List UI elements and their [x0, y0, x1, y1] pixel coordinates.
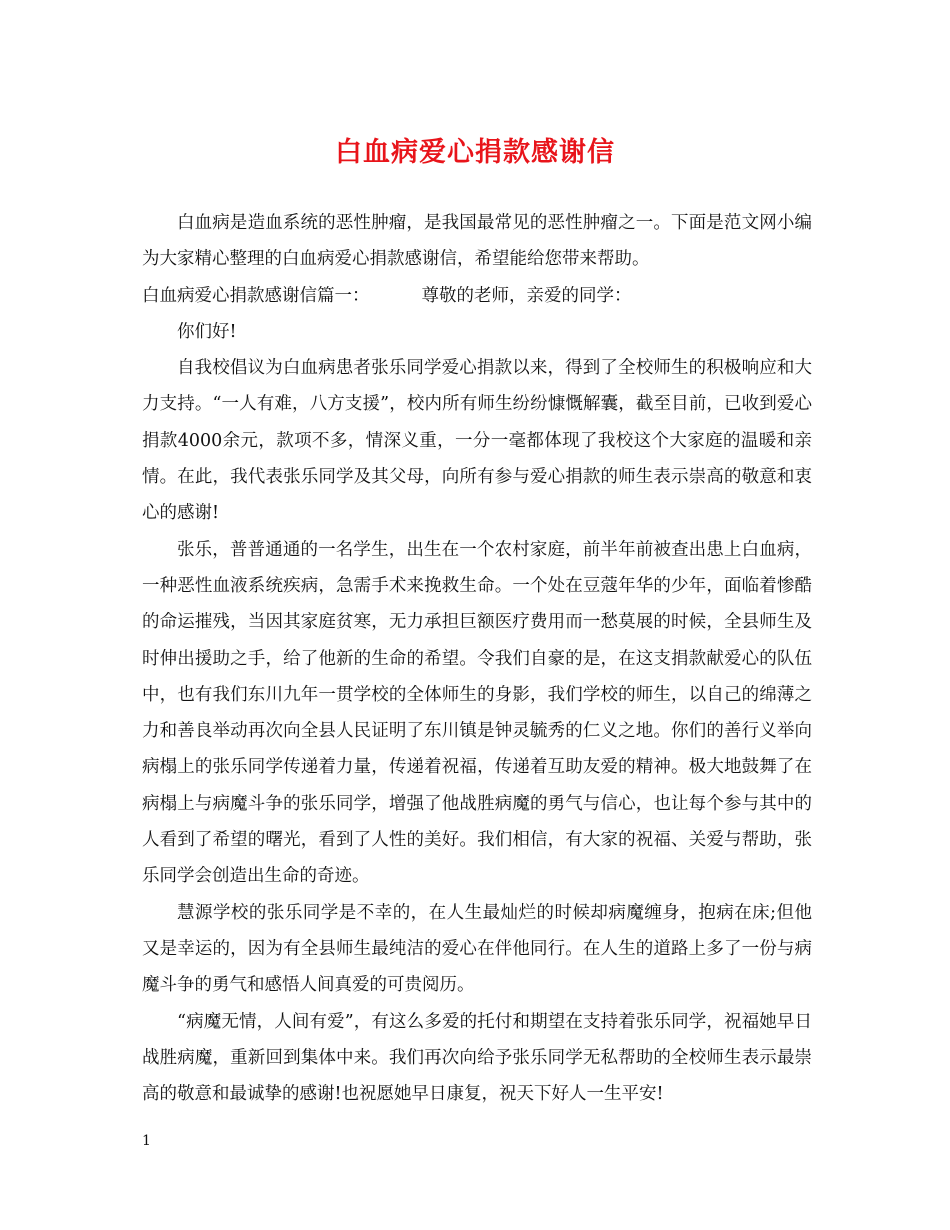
document-title: 白血病爱心捐款感谢信: [335, 137, 615, 168]
salutation: 尊敬的老师，亲爱的同学：: [421, 285, 632, 306]
greeting: 你们好!: [177, 321, 237, 342]
section-label: 白血病爱心捐款感谢信篇一：: [142, 285, 370, 306]
body-paragraph-4: “病魔无情，人间有爱”，有这么多爱的托付和期望在支持着张乐同学，祝福她早日战胜病魔，重新回到集体中来。我们再次向给予张乐同学无私帮助的全校师生表示最崇高的敬意和最诚挚的感谢!也祝愿她早日康复，祝天下好人一生平安!: [142, 1011, 812, 1105]
intro-paragraph: 白血病是造血系统的恶性肿瘤，是我国最常见的恶性肿瘤之一。下面是范文网小编为大家精心整理的白血病爱心捐款感谢信，希望能给您带来帮助。: [142, 213, 812, 270]
body-paragraph-1: 自我校倡议为白血病患者张乐同学爱心捐款以来，得到了全校师生的积极响应和大力支持。“一人有难，八方支援”，校内所有师生纷纷慷慨解囊，截至目前，已收到爱心捐款4000余元，款项不多，情深义重，一分一毫都体现了我校这个大家庭的温暖和亲情。在此，我代表张乐同学及其父母，向所有参与爱心捐款的师生表示崇高的敬意和衷心的感谢!: [142, 358, 812, 524]
body-paragraph-3: 慧源学校的张乐同学是不幸的，在人生最灿烂的时候却病魔缠身，抱病在床;但他又是幸运的，因为有全县师生最纯洁的爱心在伴他同行。在人生的道路上多了一份与病魔斗争的勇气和感悟人间真爱的可贵阅历。: [142, 902, 812, 996]
page-number: 1: [142, 1133, 151, 1149]
body-paragraph-2: 张乐，普普通通的一名学生，出生在一个农村家庭，前半年前被查出患上白血病，一种恶性血液系统疾病，急需手术来挽救生命。一个处在豆蔻年华的少年，面临着惨酷的命运摧残，当因其家庭贫寒，无力承担巨额医疗费用而一愁莫展的时候，全县师生及时伸出援助之手，给了他新的生命的希望。令我们自豪的是，在这支捐款献爱心的队伍中，也有我们东川九年一贯学校的全体师生的身影，我们学校的师生，以自己的绵薄之力和善良举动再次向全县人民证明了东川镇是钟灵毓秀的仁义之地。你们的善行义举向病榻上的张乐同学传递着力量，传递着祝福，传递着互助友爱的精神。极大地鼓舞了在病榻上与病魔斗争的张乐同学，增强了他战胜病魔的勇气与信心，也让每个参与其中的人看到了希望的曙光，看到了人性的美好。我们相信，有大家的祝福、关爱与帮助，张乐同学会创造出生命的奇迹。: [142, 539, 812, 887]
section-heading-line: [142, 278, 812, 314]
document-body: [142, 205, 812, 1112]
